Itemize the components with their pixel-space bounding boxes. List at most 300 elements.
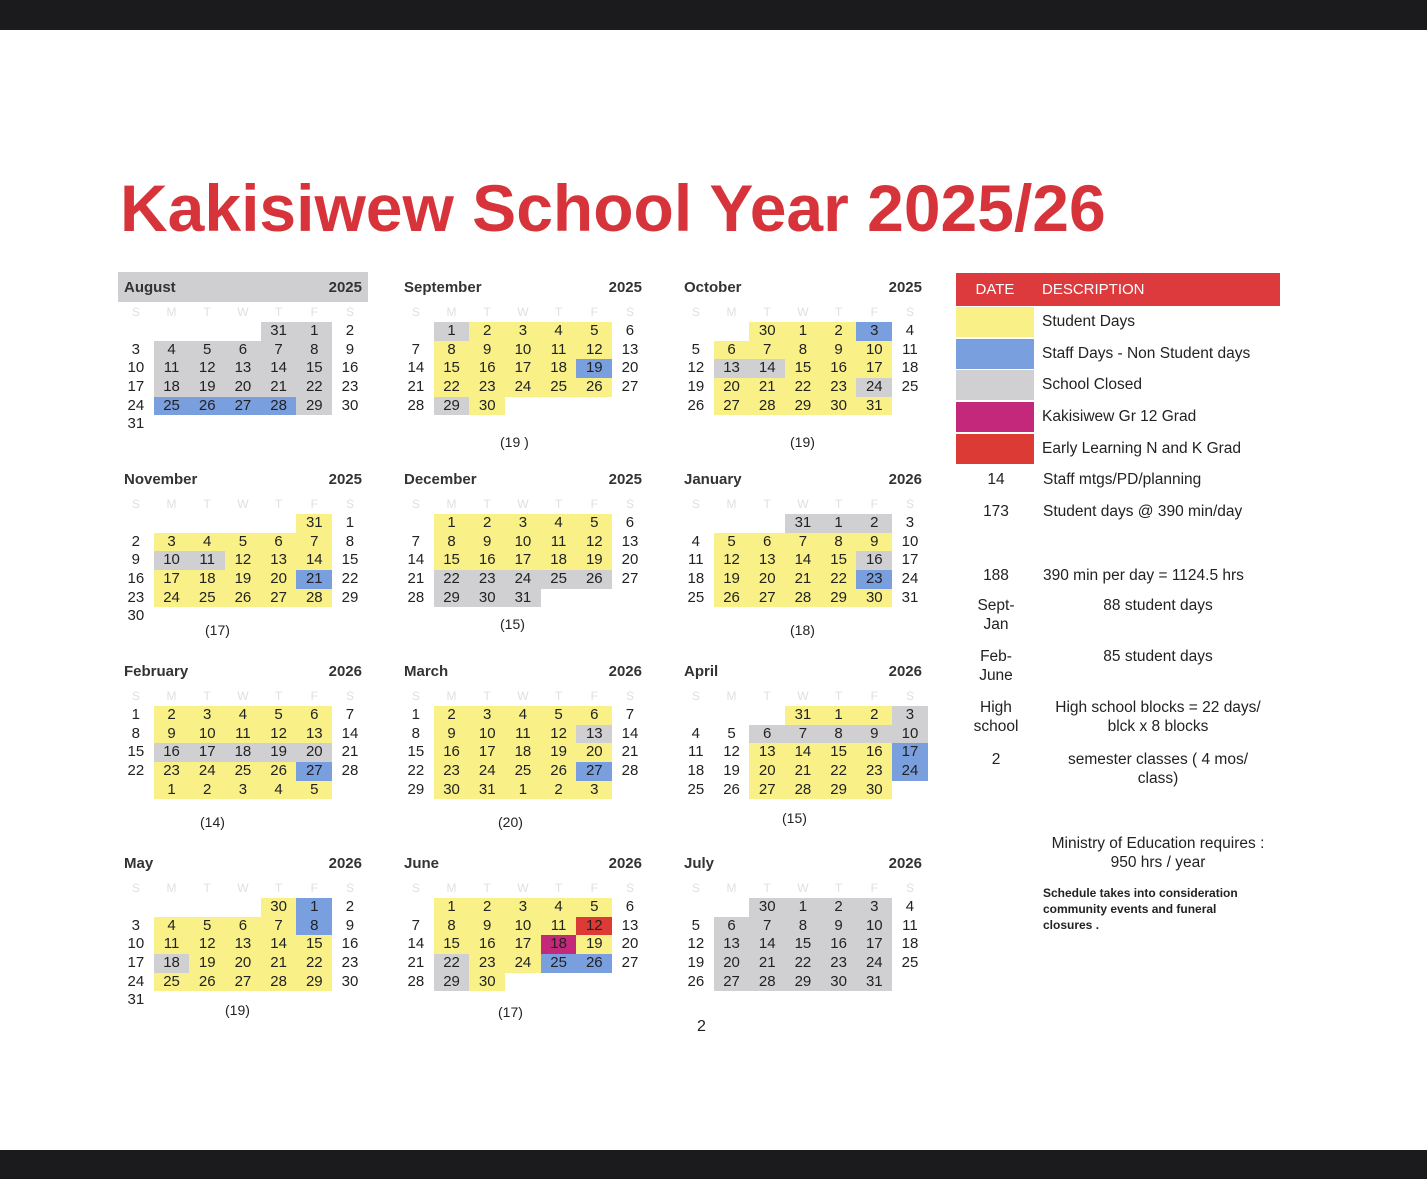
day-cell: 14 [261,359,297,378]
day-cell: 2 [856,706,892,725]
weekday-label: T [554,497,563,511]
day-cell: 2 [469,898,505,917]
month-june [398,848,648,991]
day-cell: 18 [541,935,577,954]
day-cell: 27 [621,378,639,396]
day-cell: 30 [856,589,892,608]
day-cell: 17 [469,743,505,762]
day-cell: 13 [225,359,261,378]
day-cell: 1 [821,706,857,725]
day-cell: 12 [225,551,261,570]
day-cell: 9 [345,340,355,358]
info-date: Sept- Jan [977,597,1015,633]
day-cell: 7 [785,533,821,552]
month-student-day-count: (20) [498,814,523,830]
day-cell: 9 [469,341,505,360]
day-cell: 16 [469,551,505,570]
day-cell: 11 [688,743,704,761]
day-cell: 13 [621,340,639,358]
day-cell: 2 [469,514,505,533]
day-cell: 20 [714,954,750,973]
day-cell: 19 [723,762,740,780]
day-cell: 31 [127,991,145,1009]
day-cell: 18 [687,570,705,588]
month-july [678,848,928,991]
day-cell: 10 [901,532,919,550]
weekday-label: S [411,689,420,703]
day-cell: 12 [576,917,612,936]
day-cell: 22 [821,570,857,589]
day-cell: 22 [821,762,857,781]
day-cell: 14 [261,935,297,954]
day-cell: 11 [541,341,577,360]
day-cell: 24 [856,378,892,397]
day-cell: 29 [434,397,470,416]
day-cell: 24 [505,570,541,589]
day-cell: 12 [687,359,705,377]
weekday-label: F [310,689,318,703]
weekday-label: M [446,881,457,895]
day-cell: 6 [625,514,635,531]
info-date: High school [973,699,1019,735]
month-student-day-count: (19) [790,434,815,450]
weekday-label: T [203,497,211,511]
weekday-label: T [834,881,843,895]
day-cell: 23 [856,570,892,589]
info-description: 85 student days [1103,648,1213,665]
day-cell: 16 [821,935,857,954]
month-name: December [404,470,477,488]
day-grid [678,322,928,415]
day-cell [225,514,261,533]
day-cell: 3 [856,322,892,341]
day-cell: 25 [541,570,577,589]
day-cell: 19 [189,378,225,397]
day-cell: 10 [892,725,928,744]
legend-description-header: DESCRIPTION [1042,281,1145,298]
day-cell: 5 [714,533,750,552]
day-cell: 22 [296,378,332,397]
weekday-label: S [691,881,700,895]
day-cell: 18 [901,359,919,377]
day-cell: 17 [189,743,225,762]
day-cell: 18 [541,551,577,570]
day-cell: 26 [225,589,261,608]
day-cell: 31 [785,706,821,725]
day-cell: 16 [127,570,145,588]
day-cell: 29 [785,397,821,416]
month-may [118,848,368,1010]
day-cell: 4 [691,724,701,742]
weekday-label: F [590,305,598,319]
day-cell: 1 [821,514,857,533]
info-description: Student days @ 390 min/day [1043,503,1243,520]
day-cell: 20 [296,743,332,762]
day-cell: 5 [541,706,577,725]
month-march [398,656,648,799]
month-year: 2025 [608,278,642,296]
day-cell: 14 [621,724,639,742]
day-cell: 22 [785,378,821,397]
day-cell: 23 [127,588,145,606]
day-cell: 13 [621,532,639,550]
day-cell: 26 [541,762,577,781]
info-date: 14 [987,471,1005,488]
info-description: Staff mtgs/PD/planning [1043,471,1202,488]
day-grid [118,898,368,1010]
month-header [678,848,928,878]
day-cell [678,898,714,917]
day-cell: 29 [296,973,332,992]
day-cell: 22 [407,762,425,780]
weekday-label: M [726,881,737,895]
day-cell: 22 [785,954,821,973]
month-name: January [684,470,742,488]
day-cell: 18 [505,743,541,762]
day-cell: 29 [821,589,857,608]
day-cell: 26 [576,378,612,397]
weekday-label: T [483,305,491,319]
day-cell: 9 [469,533,505,552]
day-cell: 3 [469,706,505,725]
day-cell: 30 [749,898,785,917]
day-grid [678,514,928,607]
info-description: semester classes ( 4 mos/ class) [1067,751,1249,787]
day-cell: 4 [154,341,190,360]
day-cell: 26 [576,570,612,589]
day-cell: 13 [621,916,639,934]
day-cell: 4 [691,532,701,550]
day-cell: 20 [621,359,639,377]
day-cell: 2 [131,532,141,550]
weekday-label: S [625,497,634,511]
day-cell: 19 [576,359,612,378]
day-cell: 30 [749,322,785,341]
day-cell: 16 [856,551,892,570]
day-cell: 12 [261,725,297,744]
day-cell: 6 [714,917,750,936]
month-student-day-count: (17) [205,622,230,638]
day-cell [189,514,225,533]
day-cell: 28 [296,589,332,608]
weekday-label: F [310,497,318,511]
month-name: October [684,278,742,296]
weekday-label: T [274,305,283,319]
schedule-note: Schedule takes into consideration community events and funeral closures . [1043,886,1238,932]
day-cell: 11 [541,917,577,936]
day-cell: 8 [434,341,470,360]
day-cell: 9 [131,551,141,569]
day-cell: 16 [341,359,359,377]
day-cell: 19 [189,954,225,973]
weekday-label: M [726,497,737,511]
day-cell: 30 [434,781,470,800]
day-cell: 19 [261,743,297,762]
day-cell: 28 [785,589,821,608]
weekday-row [118,686,368,706]
day-cell: 1 [131,706,141,723]
day-cell: 13 [749,551,785,570]
day-cell: 27 [225,397,261,416]
day-cell: 2 [469,322,505,341]
day-cell: 9 [434,725,470,744]
day-cell [225,322,261,341]
info-date: Feb- June [979,648,1013,684]
day-cell: 19 [576,551,612,570]
day-cell: 2 [189,781,225,800]
day-cell: 8 [785,341,821,360]
month-december [398,464,648,607]
day-cell: 31 [901,588,919,606]
day-cell [189,322,225,341]
day-cell: 17 [505,359,541,378]
legend-row [956,369,1280,401]
month-year: 2026 [328,662,362,680]
day-cell: 2 [856,514,892,533]
day-cell: 8 [411,724,421,742]
day-cell [714,706,750,725]
day-cell [118,898,154,917]
day-cell: 6 [749,533,785,552]
day-cell: 25 [541,954,577,973]
day-cell: 2 [541,781,577,800]
day-cell: 30 [469,589,505,608]
day-cell: 12 [189,359,225,378]
month-april [678,656,928,799]
day-cell: 7 [411,340,421,358]
day-grid [678,898,928,991]
day-cell: 19 [541,743,577,762]
day-cell: 8 [131,724,141,742]
day-cell: 29 [434,973,470,992]
day-cell: 10 [469,725,505,744]
legend-label: School Closed [1042,376,1142,394]
month-year: 2026 [888,662,922,680]
weekday-label: W [237,881,249,895]
day-cell: 14 [749,935,785,954]
weekday-label: S [131,305,140,319]
day-cell: 20 [576,743,612,762]
day-cell: 18 [687,762,705,780]
day-cell: 29 [407,780,425,798]
weekday-label: W [517,497,529,511]
day-cell: 11 [154,935,190,954]
day-cell: 10 [856,341,892,360]
weekday-label: S [411,305,420,319]
day-cell: 18 [225,743,261,762]
day-cell: 21 [785,570,821,589]
weekday-row [118,494,368,514]
day-cell: 1 [154,781,190,800]
day-cell: 1 [434,898,470,917]
day-cell: 24 [505,378,541,397]
month-header [118,464,368,494]
month-name: September [404,278,482,296]
day-cell: 13 [749,743,785,762]
weekday-row [398,686,648,706]
day-cell: 4 [541,898,577,917]
day-cell: 5 [225,533,261,552]
day-cell: 16 [341,935,359,953]
month-year: 2026 [888,854,922,872]
legend-label: Student Days [1042,312,1136,330]
month-header [678,272,928,302]
day-cell [678,514,714,533]
weekday-label: S [131,689,140,703]
day-cell: 7 [625,706,635,723]
weekday-label: T [763,305,771,319]
day-cell: 15 [434,935,470,954]
weekday-label: S [905,497,914,511]
day-grid [678,706,928,799]
day-cell: 19 [225,570,261,589]
day-cell: 1 [345,514,355,531]
document-page [0,30,1427,1150]
day-cell: 14 [785,551,821,570]
day-cell [154,514,190,533]
day-cell: 28 [261,397,297,416]
day-cell: 31 [296,514,332,533]
month-header [398,656,648,686]
weekday-label: W [797,305,809,319]
day-cell: 12 [541,725,577,744]
day-cell: 26 [576,954,612,973]
day-cell: 18 [541,359,577,378]
day-cell [261,514,297,533]
day-cell: 12 [576,533,612,552]
legend-label: Early Learning N and K Grad [1042,439,1242,457]
day-cell: 3 [154,533,190,552]
legend-label: Staff Days - Non Student days [1042,344,1251,362]
day-cell: 19 [714,570,750,589]
day-cell: 2 [821,322,857,341]
day-cell: 4 [261,781,297,800]
weekday-label: F [590,689,598,703]
top-black-bar [0,0,1427,30]
day-cell: 1 [785,898,821,917]
month-name: April [684,662,719,680]
day-cell: 4 [189,533,225,552]
day-cell: 30 [261,898,297,917]
month-student-day-count: (18) [790,622,815,638]
day-cell: 30 [821,973,857,992]
day-cell [154,322,190,341]
day-cell: 23 [469,378,505,397]
day-grid [398,322,648,415]
day-cell: 6 [749,725,785,744]
day-cell: 17 [892,743,928,762]
day-cell [749,514,785,533]
weekday-label: F [310,305,318,319]
month-header [398,464,648,494]
month-name: July [684,854,715,872]
day-cell: 31 [261,322,297,341]
day-cell: 24 [901,570,919,588]
month-student-day-count: (17) [498,1004,523,1020]
weekday-label: T [274,881,283,895]
day-cell: 25 [154,397,190,416]
day-cell: 20 [225,954,261,973]
day-cell: 2 [821,898,857,917]
weekday-row [678,878,928,898]
day-cell: 12 [576,341,612,360]
day-cell: 4 [154,917,190,936]
day-cell: 26 [261,762,297,781]
day-cell: 23 [341,954,359,972]
day-cell: 24 [856,954,892,973]
day-cell: 31 [856,973,892,992]
day-cell: 3 [505,514,541,533]
day-cell: 25 [505,762,541,781]
day-cell: 8 [821,725,857,744]
legend-table [956,273,1280,464]
weekday-label: S [625,305,634,319]
month-header [678,464,928,494]
day-cell: 10 [154,551,190,570]
day-cell: 1 [505,781,541,800]
weekday-label: T [554,881,563,895]
day-cell: 26 [189,973,225,992]
day-cell: 14 [407,935,425,953]
weekday-label: S [625,689,634,703]
weekday-label: F [870,881,878,895]
month-name: March [404,662,449,680]
month-year: 2025 [608,470,642,488]
day-cell: 15 [434,359,470,378]
weekday-label: S [131,881,140,895]
weekday-label: W [517,689,529,703]
day-cell: 5 [576,898,612,917]
day-cell: 14 [407,359,425,377]
day-cell: 31 [127,415,145,433]
day-cell: 16 [856,743,892,762]
day-cell: 27 [225,973,261,992]
day-cell: 26 [723,780,740,798]
day-cell: 16 [821,359,857,378]
day-cell: 10 [127,935,145,953]
month-student-day-count: (15) [782,810,807,826]
day-cell [398,898,434,917]
day-cell: 28 [407,588,425,606]
day-cell: 7 [261,917,297,936]
day-cell: 25 [541,378,577,397]
day-cell [398,322,434,341]
weekday-label: S [905,305,914,319]
day-cell: 23 [469,954,505,973]
day-cell: 11 [505,725,541,744]
weekday-label: T [834,689,843,703]
day-cell: 14 [341,724,359,742]
day-cell: 4 [541,322,577,341]
day-cell: 26 [687,396,705,414]
day-cell: 11 [189,551,225,570]
day-cell: 23 [856,762,892,781]
weekday-label: S [625,881,634,895]
day-grid [118,514,368,626]
day-cell: 11 [541,533,577,552]
weekday-row [398,494,648,514]
day-cell: 25 [189,589,225,608]
day-cell: 16 [469,935,505,954]
day-cell: 9 [345,916,355,934]
day-cell: 13 [714,935,750,954]
legend-row [956,433,1280,465]
day-cell: 25 [154,973,190,992]
day-cell: 5 [576,514,612,533]
day-cell: 21 [749,378,785,397]
legend-header [956,273,1280,306]
day-cell: 17 [856,935,892,954]
